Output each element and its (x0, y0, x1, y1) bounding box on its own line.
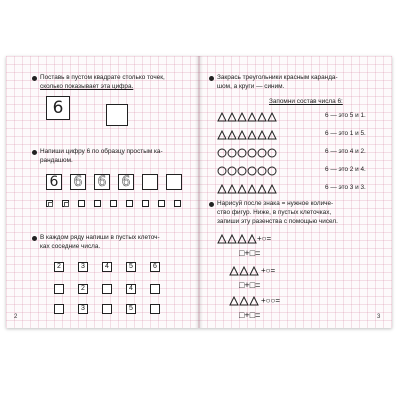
triangles-row-2[interactable] (217, 130, 307, 140)
empty-write-box[interactable] (142, 174, 158, 190)
small-box[interactable] (158, 200, 165, 207)
number-cell: 2 (78, 284, 88, 294)
bullet-icon (32, 236, 37, 241)
left-page (6, 56, 199, 328)
number-cell[interactable] (102, 284, 112, 294)
right-page (199, 56, 392, 328)
small-box[interactable] (94, 200, 101, 207)
trace-digit: 6 (49, 174, 59, 190)
fact-2: 6 — это 1 и 5. (325, 130, 366, 137)
rtask2-line3: запиши эту разенства с помощью чисел. (217, 218, 338, 225)
trace-box (46, 174, 62, 190)
small-box[interactable] (142, 200, 149, 207)
task3-line2: ках соседние числа. (40, 243, 101, 250)
small-box[interactable] (126, 200, 133, 207)
empty-write-box[interactable] (166, 174, 182, 190)
number-cell: 3 (78, 304, 88, 314)
fact-5: 6 — это 3 и 3. (325, 184, 366, 191)
page-number-right: 3 (377, 314, 381, 320)
bullet-icon (209, 76, 214, 81)
empty-dot-box[interactable] (106, 104, 128, 126)
rtask2-line1: Нарисуй после знака = нужное количе- (217, 200, 334, 207)
equation-boxes-2[interactable]: □+□= (239, 280, 261, 290)
number-cell[interactable] (54, 284, 64, 294)
number-cell: 5 (126, 304, 136, 314)
circles-row-2[interactable] (217, 166, 307, 176)
number-cell: 2 (54, 262, 64, 272)
task2-line2: рандашом. (40, 157, 73, 164)
task1-line1: Поставь в пустом квадрате столько точек, (40, 74, 165, 81)
equation-boxes-1[interactable]: □+□= (239, 248, 261, 258)
number-cell: 5 (126, 262, 136, 272)
triangles-row-1[interactable] (217, 112, 307, 122)
trace-box[interactable] (118, 174, 134, 190)
small-box (46, 200, 53, 207)
bullet-icon (32, 150, 37, 155)
trace-digit-dotted: 6 (121, 174, 131, 190)
small-box[interactable] (78, 200, 85, 207)
number-cell: 3 (78, 262, 88, 272)
task3-line1: В каждом ряду напиши в пустых клеточ- (40, 234, 160, 241)
equation-expr-3: +○○= (261, 296, 281, 305)
number-cell[interactable] (150, 284, 160, 294)
trace-digit-dotted: 6 (73, 174, 83, 190)
rtask1-line1: Закрась треугольники красным каранда- (217, 74, 338, 81)
bullet-icon (32, 76, 37, 81)
rtask1-line2: шом, а круги — синим. (217, 83, 285, 90)
trace-digit-dotted: 6 (97, 174, 107, 190)
fact-3: 6 — это 4 и 2. (325, 148, 366, 155)
number-cell: 4 (126, 284, 136, 294)
number-cell: 6 (150, 262, 160, 272)
equation-expr-1: +○= (257, 234, 272, 243)
equation-boxes-3[interactable]: □+□= (239, 310, 261, 320)
task1-line2: сколько показывает эта цифра. (40, 83, 134, 90)
small-box[interactable] (174, 200, 181, 207)
trace-box[interactable] (70, 174, 86, 190)
small-box[interactable] (110, 200, 117, 207)
page-number-left: 2 (14, 314, 18, 320)
number-cell: 4 (102, 262, 112, 272)
book-spine (195, 56, 203, 328)
number-cell[interactable] (102, 304, 112, 314)
digit-six: 6 (52, 98, 64, 118)
bullet-icon (209, 202, 214, 207)
rtask2-line2: ство фигур. Ниже, в пустых клеточках, (217, 209, 332, 216)
mixed-row[interactable] (217, 184, 307, 194)
fact-1: 6 — это 5 и 1. (325, 112, 366, 119)
circles-row-1[interactable] (217, 148, 307, 158)
small-box (62, 200, 69, 207)
equation-expr-2: +○= (261, 266, 276, 275)
workbook-spread (6, 56, 392, 328)
number-cell[interactable] (54, 304, 64, 314)
digit-box-sample (46, 96, 70, 120)
composition-heading: Запомни состав числа 6: (269, 98, 343, 105)
task2-line1: Напиши цифру 6 по образцу простым ка- (40, 148, 163, 155)
number-cell[interactable] (150, 304, 160, 314)
trace-box[interactable] (94, 174, 110, 190)
fact-4: 6 — это 2 и 4. (325, 166, 366, 173)
